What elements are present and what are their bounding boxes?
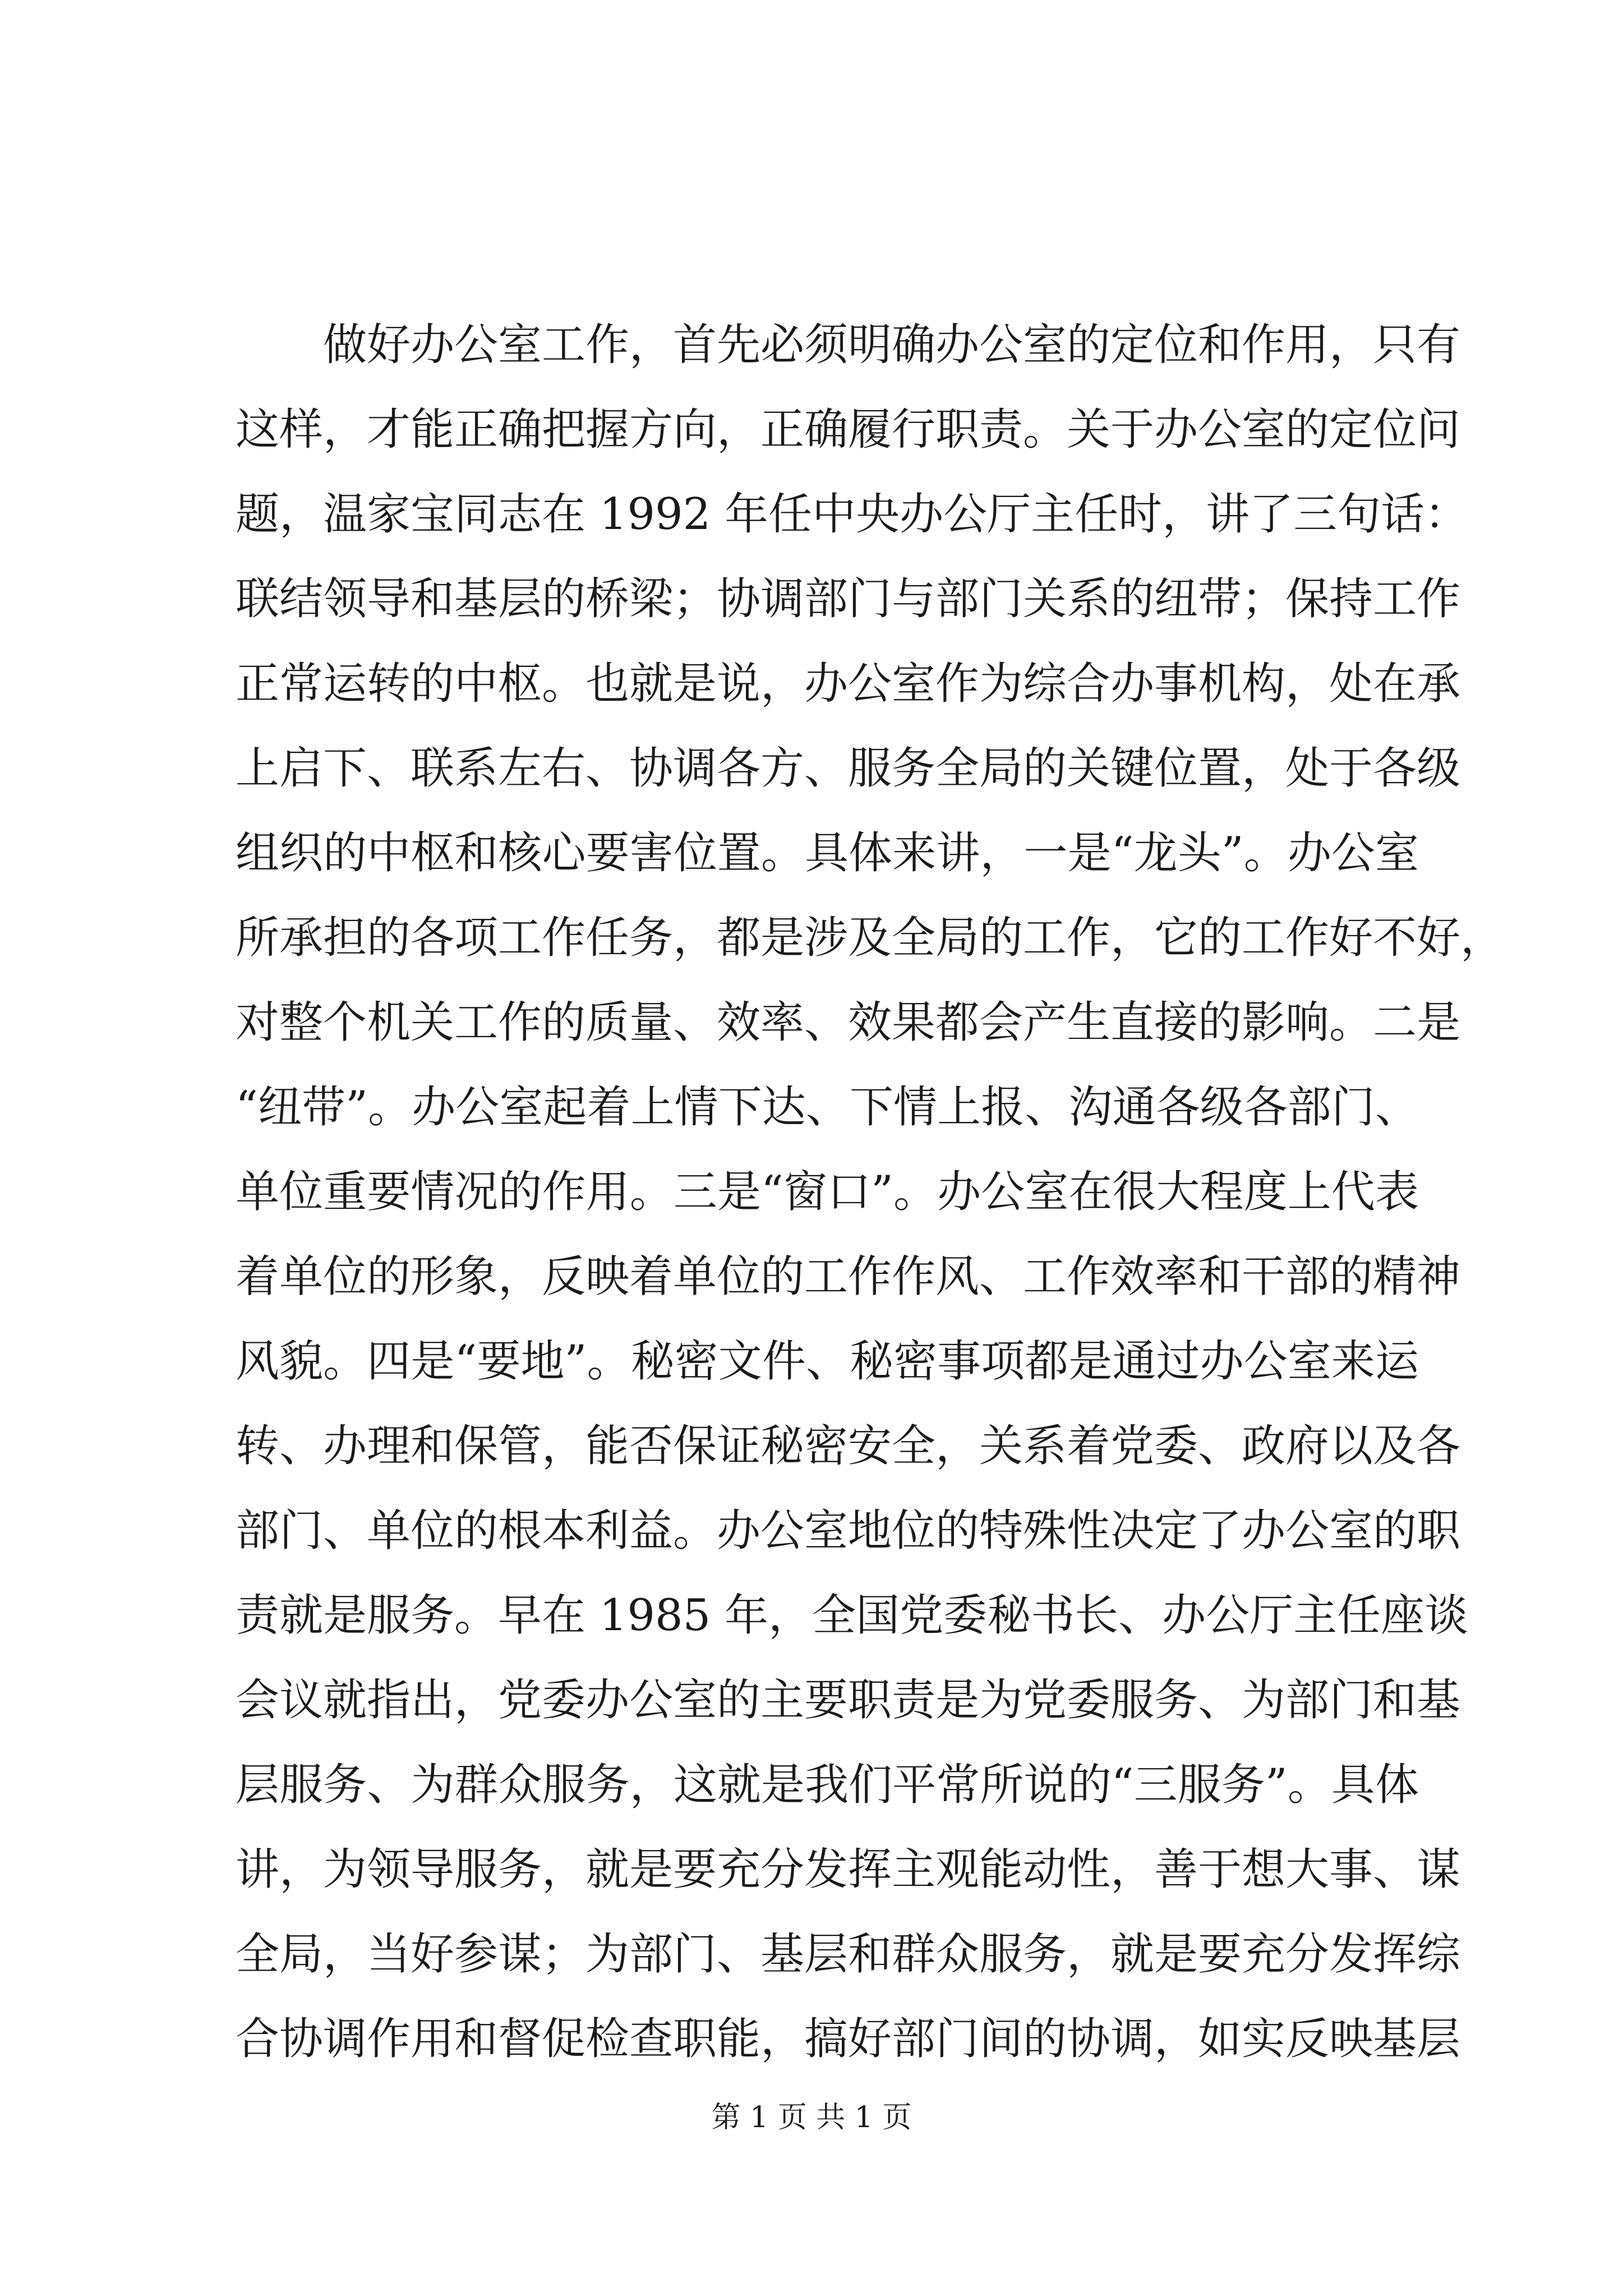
body-paragraph [236, 303, 1505, 2082]
paragraph-line: 合协调作用和督促检查职能，搞好部门间的协调，如实反映基层 [236, 2014, 1461, 2064]
paragraph-line: 正常运转的中枢。也就是说，办公室作为综合办事机构，处在承 [236, 659, 1461, 709]
paragraph-line: 风貌。四是“要地”。秘密文件、秘密事项都是通过办公室来运 [236, 1336, 1419, 1387]
paragraph-line: “纽带”。办公室起着上情下达、下情上报、沟通各级各部门、 [236, 1082, 1419, 1133]
paragraph-line: 联结领导和基层的桥梁；协调部门与部门关系的纽带；保持工作 [236, 574, 1461, 624]
paragraph-line: 责就是服务。早在 1985 年，全国党委秘书长、办公厅主任座谈 [236, 1590, 1469, 1641]
paragraph-line: 转、办理和保管，能否保证秘密安全，关系着党委、政府以及各 [236, 1421, 1461, 1471]
paragraph-line: 部门、单位的根本利益。办公室地位的特殊性决定了办公室的职 [236, 1506, 1461, 1556]
paragraph-line: 上启下、联系左右、协调各方、服务全局的关键位置，处于各级 [236, 743, 1461, 794]
paragraph-line: 会议就指出，党委办公室的主要职责是为党委服务、为部门和基 [236, 1675, 1461, 1726]
paragraph-line: 全局，当好参谋；为部门、基层和群众服务，就是要充分发挥综 [236, 1929, 1461, 1980]
paragraph-line: 着单位的形象，反映着单位的工作作风、工作效率和干部的精神 [236, 1251, 1461, 1302]
page-number: 第 1 页 共 1 页 [711, 2101, 912, 2134]
paragraph-line: 所承担的各项工作任务，都是涉及全局的工作，它的工作好不好， [236, 913, 1505, 963]
paragraph-line: 层服务、为群众服务，这就是我们平常所说的“三服务”。具体 [236, 1760, 1419, 1810]
paragraph-line: 组织的中枢和核心要害位置。具体来讲，一是“龙头”。办公室 [236, 828, 1419, 878]
paragraph-line: 这样，才能正确把握方向，正确履行职责。关于办公室的定位问 [236, 404, 1461, 455]
paragraph-line: 题，温家宝同志在 1992 年任中央办公厅主任时，讲了三句话： [236, 489, 1469, 540]
page-footer [0, 2098, 1623, 2137]
paragraph-line: 单位重要情况的作用。三是“窗口”。办公室在很大程度上代表 [236, 1167, 1419, 1217]
paragraph-line: 对整个机关工作的质量、效率、效果都会产生直接的影响。二是 [236, 997, 1461, 1048]
paragraph-line: 做好办公室工作，首先必须明确办公室的定位和作用，只有 [323, 320, 1461, 370]
paragraph-line: 讲，为领导服务，就是要充分发挥主观能动性，善于想大事、谋 [236, 1844, 1461, 1895]
